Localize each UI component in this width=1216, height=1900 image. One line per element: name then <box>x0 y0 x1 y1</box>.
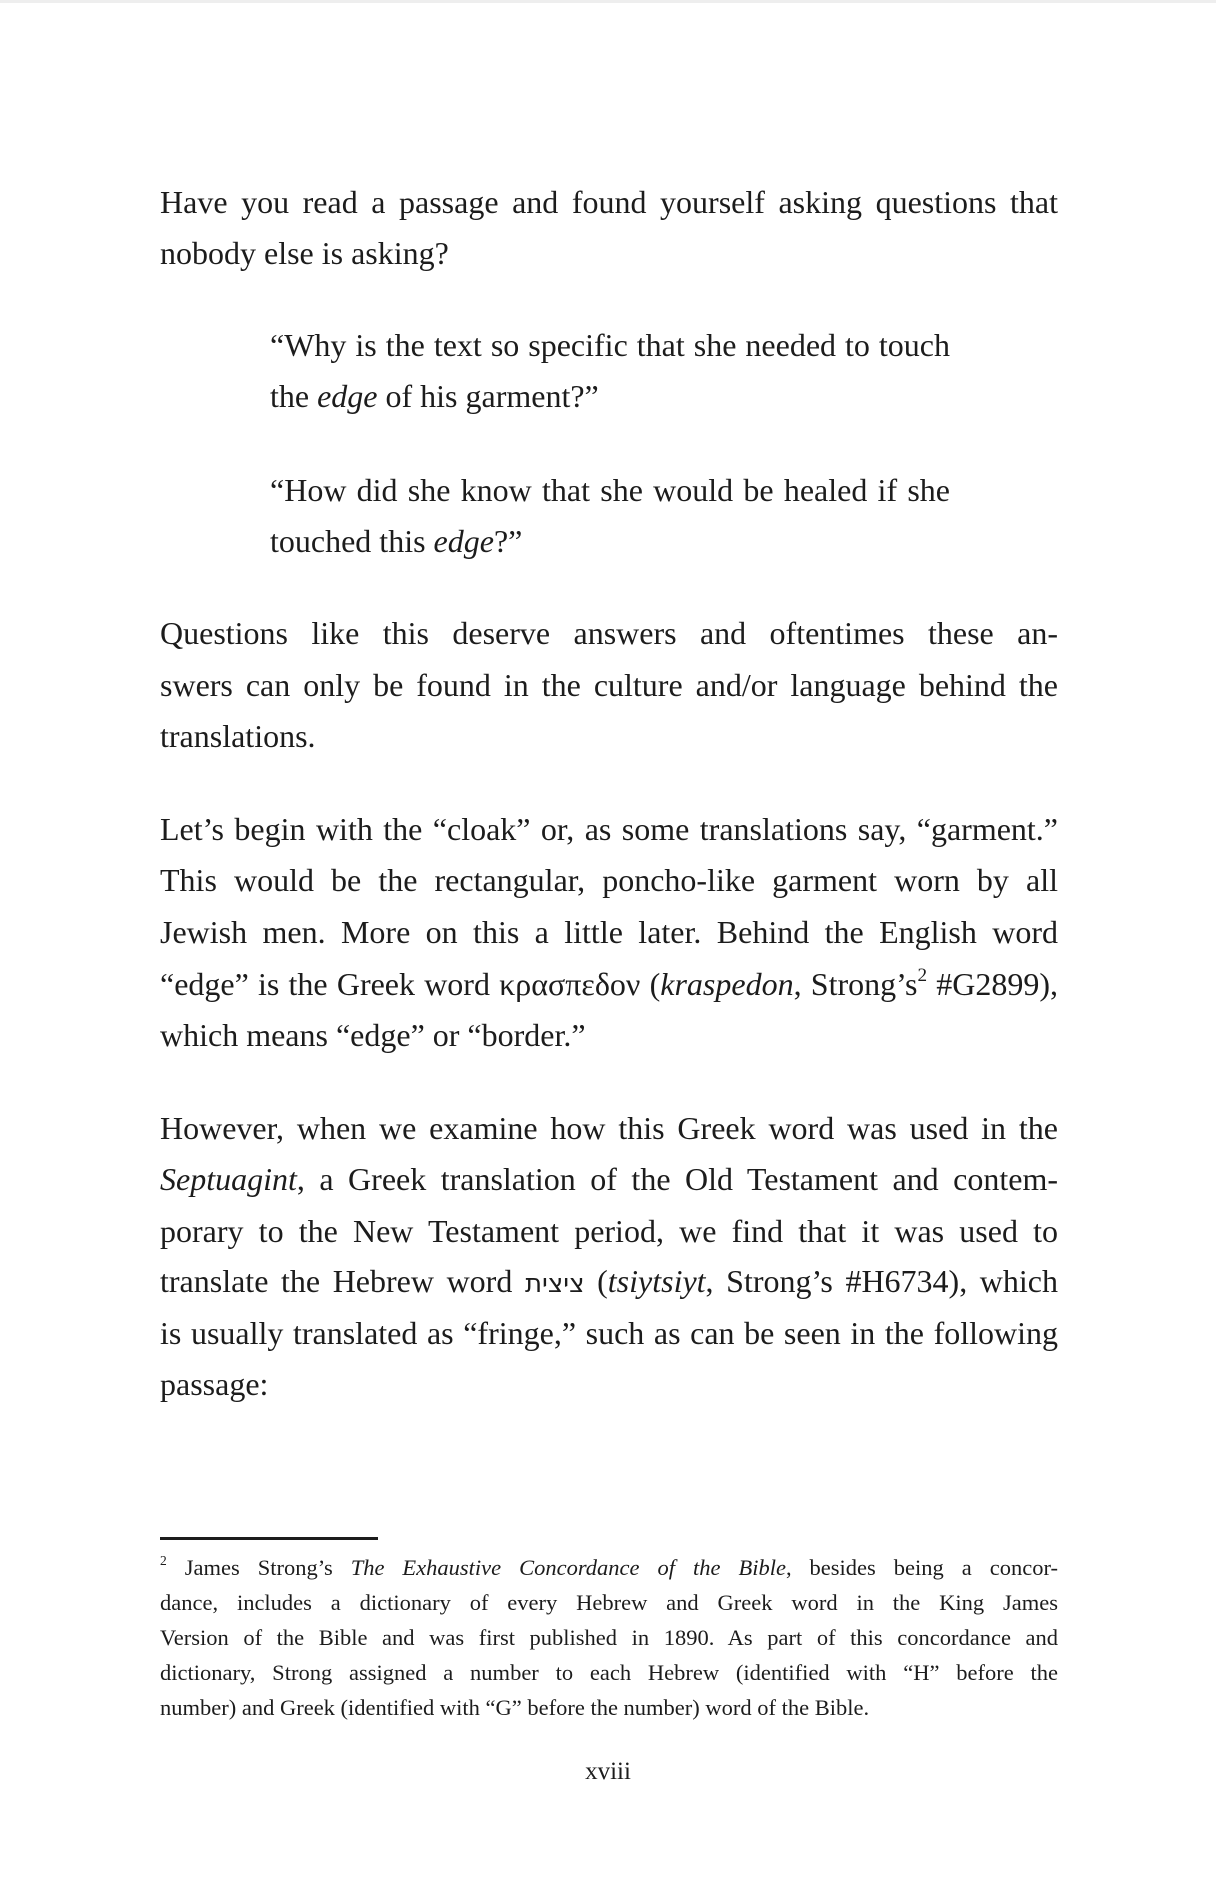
footnote-number: 2 <box>160 1552 167 1568</box>
footnote-line: number) and Greek (identified with “G” before the number) word of the Bible. <box>160 1695 870 1720</box>
transliteration-text: kraspedon <box>660 966 794 1002</box>
text-line: passage: <box>160 1366 269 1402</box>
text-span: , besides being a concor- <box>785 1555 1058 1580</box>
text-line <box>160 1159 1058 1199</box>
text-line: Have you read a passage and found yourself asking questions that <box>160 184 1058 220</box>
text-span: , Strong’s <box>793 966 918 1002</box>
text-line: Jewish men. More on this a little later. Behind the English word <box>160 914 1058 950</box>
quote-line: “How did she know that she would be healed if she <box>270 472 950 508</box>
text-span: “edge” is the Greek word κρασπεδον ( <box>160 966 661 1002</box>
emphasis-text: edge <box>433 523 494 559</box>
footnote-separator <box>160 1537 378 1540</box>
text-line: porary to the New Testament period, we find that it was used to <box>160 1213 1058 1249</box>
text-line: Let’s begin with the “cloak” or, as some translations say, “garment.” <box>160 811 1058 847</box>
transliteration-text: tsiytsiyt <box>607 1263 706 1299</box>
quote-line: “Why is the text so specific that she needed to touch <box>270 327 950 363</box>
text-span: ( <box>584 1263 608 1299</box>
quote-line <box>270 376 950 416</box>
hebrew-word: ציצית <box>524 1269 585 1299</box>
text-line: nobody else is asking? <box>160 235 449 271</box>
text-span: , a Greek translation of the Old Testament and contem- <box>296 1161 1058 1197</box>
text-line: which means “edge” or “border.” <box>160 1017 586 1053</box>
footnote-line <box>160 1553 1058 1583</box>
quote-text: the <box>270 378 318 414</box>
text-line: swers can only be found in the culture and/or language behind the <box>160 667 1058 703</box>
page-number: xviii <box>585 1758 631 1785</box>
footnote-line: dictionary, Strong assigned a number to each Hebrew (identified with “H” before the <box>160 1660 1058 1685</box>
text-line: Questions like this deserve answers and oftentimes these an- <box>160 615 1058 651</box>
footnote-reference[interactable]: 2 <box>917 965 928 987</box>
page-top-edge <box>0 0 1216 3</box>
quote-text: touched this <box>270 523 434 559</box>
text-span: translate the Hebrew word <box>160 1263 525 1299</box>
text-line: However, when we examine how this Greek word was used in the <box>160 1110 1058 1146</box>
footnote-line: dance, includes a dictionary of every Hebrew and Greek word in the King James <box>160 1590 1058 1615</box>
text-line <box>160 964 1058 1004</box>
book-title: The Exhaustive Concordance of the Bible <box>350 1555 786 1580</box>
title-text: Septuagint <box>160 1161 297 1197</box>
emphasis-text: edge <box>317 378 378 414</box>
text-line: This would be the rectangular, poncho-like garment worn by all <box>160 862 1058 898</box>
quote-text: ?” <box>493 523 523 559</box>
text-line: is usually translated as “fringe,” such as can be seen in the following <box>160 1315 1058 1351</box>
text-span: #G2899), <box>927 966 1059 1002</box>
text-line: translations. <box>160 718 316 754</box>
text-span: , Strong’s #H6734), which <box>705 1263 1059 1299</box>
quote-text: of his garment?” <box>377 378 599 414</box>
footnote-line: Version of the Bible and was first published in 1890. As part of this concordance and <box>160 1625 1058 1650</box>
text-line <box>160 1261 1058 1304</box>
quote-line <box>270 521 950 561</box>
text-span: James Strong’s <box>166 1555 351 1580</box>
